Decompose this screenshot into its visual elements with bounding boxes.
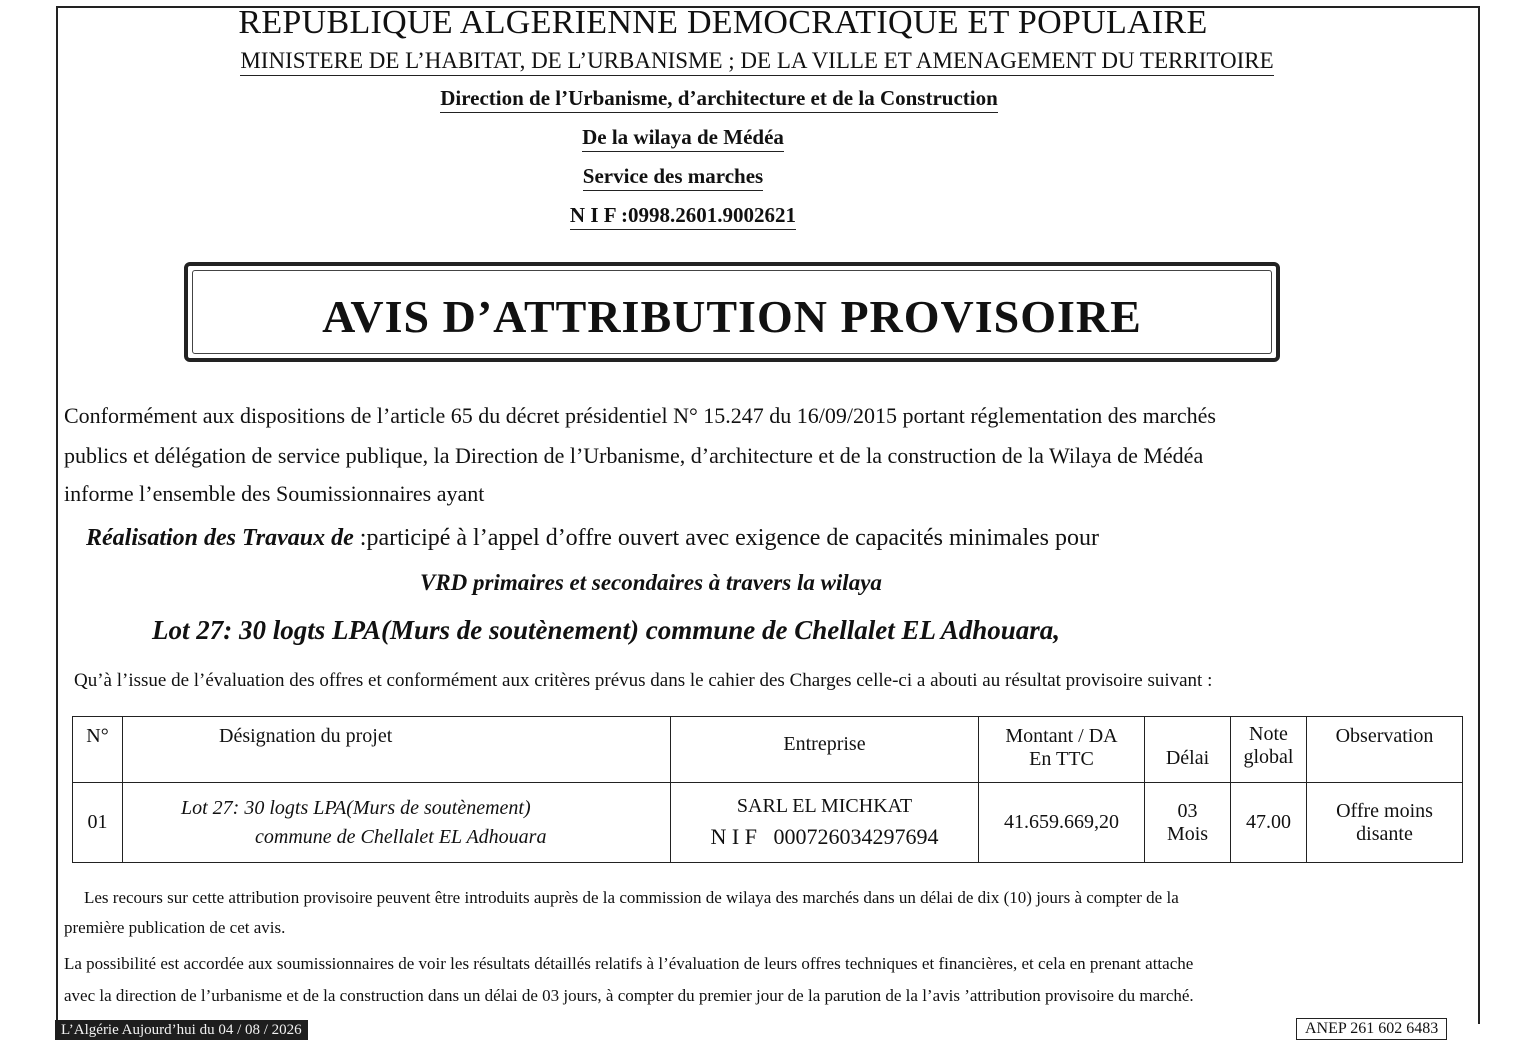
- document-border: [56, 6, 1480, 1024]
- row-note: 47.00: [1231, 783, 1307, 863]
- realisation-text: :participé à l’appel d’offre ouvert avec exigence de capacités minimales pour: [353, 525, 1099, 551]
- body-paragraph-line-3: informe l’ensemble des Soumissionnaires ayant: [64, 481, 485, 506]
- table-header-row: [73, 717, 1463, 783]
- realisation-label: Réalisation des Travaux de: [86, 525, 354, 551]
- anep-reference: ANEP 261 602 6483: [1296, 1018, 1447, 1040]
- header-ministry: [0, 48, 1526, 76]
- table-row: [73, 783, 1463, 863]
- header-republic: REPUBLIQUE ALGERIENNE DEMOCRATIQUE ET POPULAIRE: [238, 4, 1208, 41]
- row-delai: 03 Mois: [1145, 783, 1231, 863]
- vrd-line: VRD primaires et secondaires à travers la wilaya: [420, 570, 882, 595]
- footer-line-1: Les recours sur cette attribution provisoire peuvent être introduits auprès de la commission de wilaya des marchés dans un délai de dix (10) jours à compter de la: [84, 888, 1179, 907]
- row-entreprise: SARL EL MICHKAT N I F 000726034297694: [671, 783, 979, 863]
- header-wilaya: [0, 125, 1452, 152]
- title-box: [184, 262, 1280, 362]
- realisation-line: [86, 525, 1099, 552]
- header-entreprise: Entreprise: [671, 717, 979, 783]
- row-montant: 41.659.669,20: [979, 783, 1145, 863]
- footer-line-2: première publication de cet avis.: [64, 918, 286, 937]
- header-nif: [0, 203, 1452, 230]
- row-designation: Lot 27: 30 logts LPA(Murs de soutènement) commune de Chellalet EL Adhouara: [123, 783, 671, 863]
- header-note: Note global: [1231, 717, 1307, 783]
- header-wilaya-text: De la wilaya de Médéa: [582, 125, 784, 152]
- header-service-text: Service des marches: [583, 164, 763, 191]
- lot-line: Lot 27: 30 logts LPA(Murs de soutènement) commune de Chellalet EL Adhouara,: [152, 615, 1061, 645]
- header-nif-text: N I F :0998.2601.9002621: [570, 203, 796, 230]
- publication-source: L’Algérie Aujourd’hui du 04 / 08 / 2026: [55, 1020, 308, 1040]
- header-number: N°: [73, 717, 123, 783]
- header-ministry-text: MINISTERE DE L’HABITAT, DE L’URBANISME ; DE LA VILLE ET AMENAGEMENT DU TERRITOIRE: [240, 48, 1273, 76]
- row-nif-value: 000726034297694: [773, 824, 939, 849]
- header-delai: Délai: [1145, 717, 1231, 783]
- header-direction-text: Direction de l’Urbanisme, d’architecture et de la Construction: [440, 86, 998, 113]
- body-paragraph-line-2: publics et délégation de service publique, la Direction de l’Urbanisme, d’architecture et de la construction de la Wilaya de Médéa: [64, 443, 1204, 468]
- results-table: [72, 716, 1463, 863]
- footer-line-3: La possibilité est accordée aux soumissionnaires de voir les résultats détaillés relatifs à l’évaluation de leurs offres techniques et financières, et cela en prenant attache: [64, 954, 1194, 973]
- header-observation: Observation: [1307, 717, 1463, 783]
- header-montant: Montant / DA En TTC: [979, 717, 1145, 783]
- header-designation: Désignation du projet: [123, 717, 671, 783]
- body-paragraph-line-1: Conformément aux dispositions de l’article 65 du décret présidentiel N° 15.247 du 16/09/2015 portant réglementation des marchés: [64, 403, 1216, 428]
- header-direction: [0, 86, 1488, 113]
- result-intro: Qu’à l’issue de l’évaluation des offres et conformément aux critères prévus dans le cahier des Charges celle-ci a abouti au résultat provisoire suivant :: [74, 670, 1213, 691]
- footer-line-4: avec la direction de l’urbanisme et de la construction dans un délai de 03 jours, à compter du premier jour de la parution de la l’avis ’attribution provisoire du marché.: [64, 986, 1194, 1005]
- header-service: [0, 164, 1442, 191]
- row-number: 01: [73, 783, 123, 863]
- row-nif-label: N I F: [710, 824, 757, 849]
- notice-title: AVIS D’ATTRIBUTION PROVISOIRE: [322, 291, 1142, 342]
- row-observation: Offre moins disante: [1307, 783, 1463, 863]
